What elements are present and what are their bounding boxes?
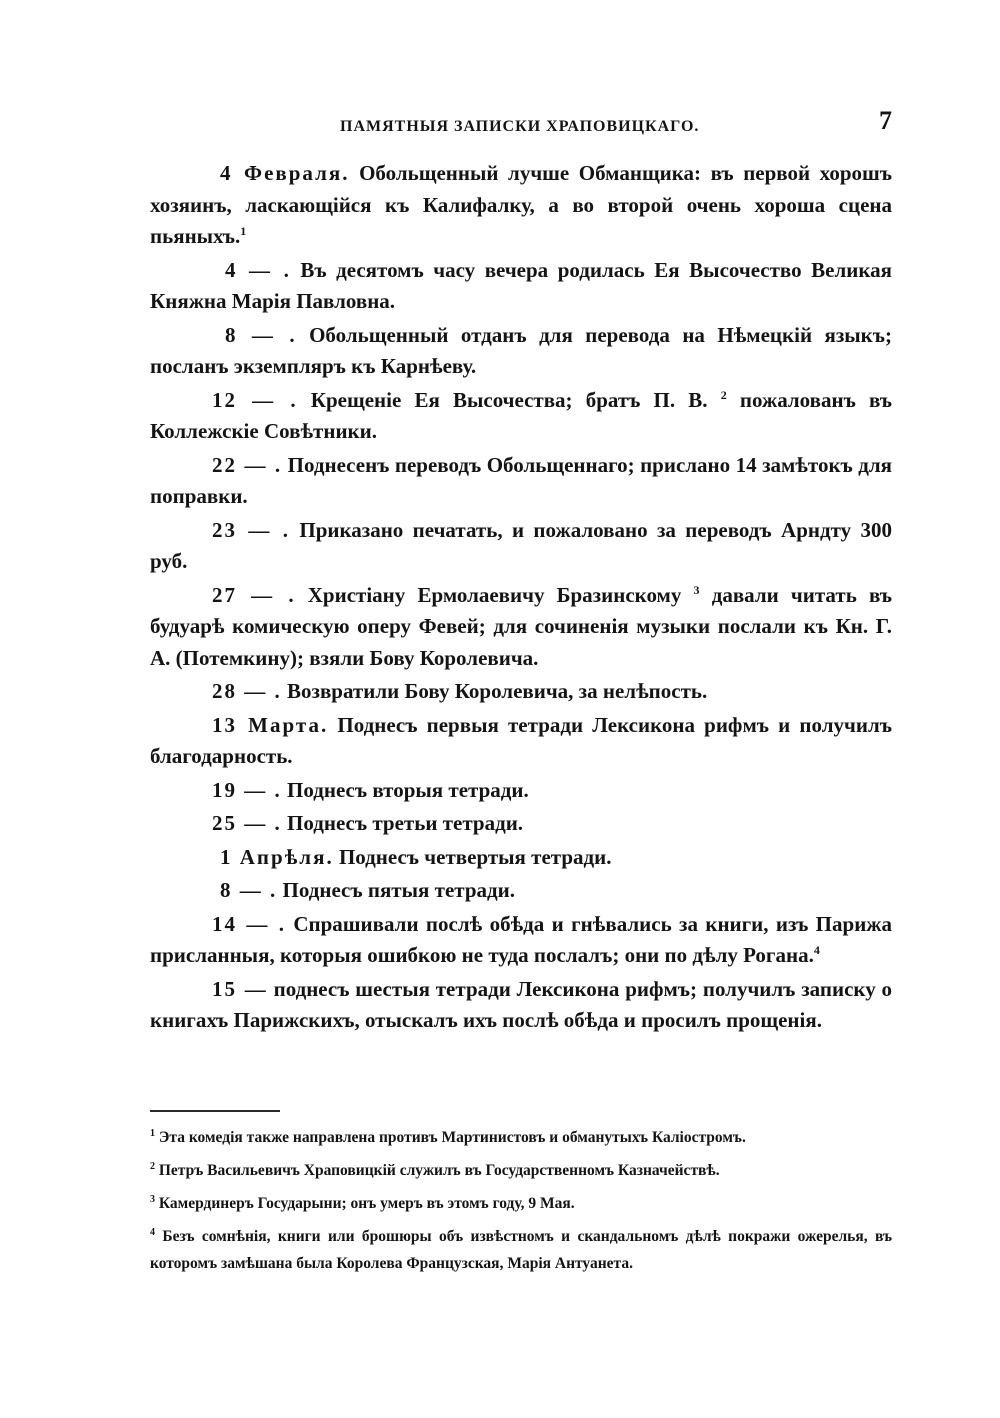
footnote-divider (150, 1110, 280, 1112)
entry-date: 25 — . (212, 811, 282, 835)
entry-11 (150, 808, 892, 840)
footnote-text: Камердинеръ Государыни; онъ умеръ въ этомъ году, 9 Мая. (158, 1195, 575, 1212)
footnote-number: 3 (150, 1194, 155, 1205)
entry-date: 12 — . (212, 387, 298, 412)
footnote-number: 1 (150, 1128, 155, 1139)
entry-text: поднесъ шестыя тетради Лексикона рифмъ; получилъ записку о книгахъ Парижскихъ, отыскалъ ихъ послѣ обѣда и просилъ прощенія. (150, 976, 892, 1032)
footnote-number: 2 (150, 1161, 155, 1172)
footnote-number: 4 (150, 1227, 155, 1238)
entry-text: Въ десятомъ часу вечера родилась Ея Высочество Великая Княжна Марія Павловна. (150, 257, 892, 313)
footnote-ref: 4 (813, 943, 820, 957)
entry-date: 4 Февраля. (220, 161, 350, 185)
entry-3 (150, 320, 892, 383)
footnote-4 (150, 1223, 892, 1277)
entry-12 (150, 842, 892, 874)
running-title: ПАМЯТНЫЯ ЗАПИСКИ ХРАПОВИЦКАГО. (340, 118, 700, 135)
footnote-text: Эта комедія также направлена противъ Мартинистовъ и обманутыхъ Каліостромъ. (158, 1129, 746, 1146)
footnote-ref: 1 (240, 224, 247, 238)
footnote-text: Безъ сомнѣнія, книги или брошюры объ извѣстномъ и скандальномъ дѣлѣ покражи ожерелья, въ которомъ замѣшана была Королева Французская, Марія Антуанета. (150, 1228, 892, 1272)
entry-10 (150, 775, 892, 807)
entry-text: Поднесъ четвертыя тетради. (338, 844, 612, 869)
footnote-ref: 2 (720, 387, 727, 402)
entry-6 (150, 515, 892, 578)
entry-date: 15 — (212, 976, 268, 1001)
entry-text: Обольщенный отданъ для перевода на Нѣмецкій языкъ; посланъ экземпляръ къ Карнѣеву. (150, 322, 893, 378)
entry-text: Поднесенъ переводъ Обольщеннаго; прислано 14 замѣтокъ для поправки. (150, 452, 893, 508)
entry-text-continued: давали читать въ будуарѣ комическую оперу Февей; для сочиненія музыки послали къ Кн. Г. А. (Потемкину); взяли Бову Королевича. (150, 582, 893, 670)
entry-date: 14 — . (212, 911, 286, 936)
entry-text: Поднесъ первыя тетради Лексикона рифмъ и получилъ благодарность. (150, 712, 892, 768)
entry-1 (150, 158, 892, 253)
entry-14 (150, 909, 892, 972)
entry-date: 1 Апрѣля. (220, 844, 334, 869)
footnote-1 (150, 1124, 892, 1151)
page-number: 7 (879, 106, 892, 135)
page-header (150, 106, 892, 142)
entry-9 (150, 710, 892, 773)
entry-13 (150, 875, 892, 907)
entry-8 (150, 676, 892, 708)
entry-text: Возвратили Бову Королевича, за нелѣпость. (287, 679, 708, 703)
entry-date: 23 — . (212, 517, 290, 542)
entry-text-continued: пожалованъ въ Коллежскіе Совѣтники. (150, 387, 893, 443)
footnote-2 (150, 1157, 892, 1184)
entry-date: 13 Марта. (212, 712, 329, 737)
entry-text: Крещеніе Ея Высочества; братъ П. В. (310, 387, 708, 412)
entry-date: 22 — . (212, 452, 283, 477)
entry-text: Приказано печатать, и пожаловано за переводъ Арндту 300 руб. (150, 517, 893, 573)
entry-text: Поднесъ вторыя тетради. (287, 777, 529, 802)
entry-text: Поднесъ пятыя тетради. (282, 878, 515, 902)
diary-body (150, 158, 892, 1039)
entry-date: 28 — . (212, 679, 282, 703)
entry-date: 19 — . (212, 777, 282, 802)
entry-5 (150, 450, 892, 513)
entry-date: 8 — . (225, 322, 297, 347)
footnote-text: Петръ Васильевичъ Храповицкій служилъ въ Государственномъ Казначействѣ. (158, 1162, 720, 1179)
entry-text: Обольщенный лучше Обманщика: въ первой хорошъ хозяинъ, ласкающійся къ Калифалку, а во второй очень хороша сцена пьяныхъ. (150, 161, 892, 248)
entry-text: Поднесъ третьи тетради. (287, 811, 524, 835)
footnotes (150, 1124, 892, 1283)
entry-4 (150, 385, 892, 448)
entry-text: Спрашивали послѣ обѣда и гнѣвались за книги, изъ Парижа присланныя, которыя ошибкою не туда послалъ; они по дѣлу Рогана. (150, 911, 893, 967)
entry-7 (150, 580, 892, 675)
entry-date: 4 — . (225, 257, 291, 282)
entry-date: 27 — . (212, 582, 296, 607)
entry-15 (150, 974, 892, 1037)
footnote-ref: 3 (693, 582, 700, 597)
entry-text: Христіану Ермолаевичу Бразинскому (307, 582, 682, 607)
entry-date: 8 — . (220, 878, 278, 902)
footnote-3 (150, 1190, 892, 1217)
entry-2 (150, 255, 892, 318)
